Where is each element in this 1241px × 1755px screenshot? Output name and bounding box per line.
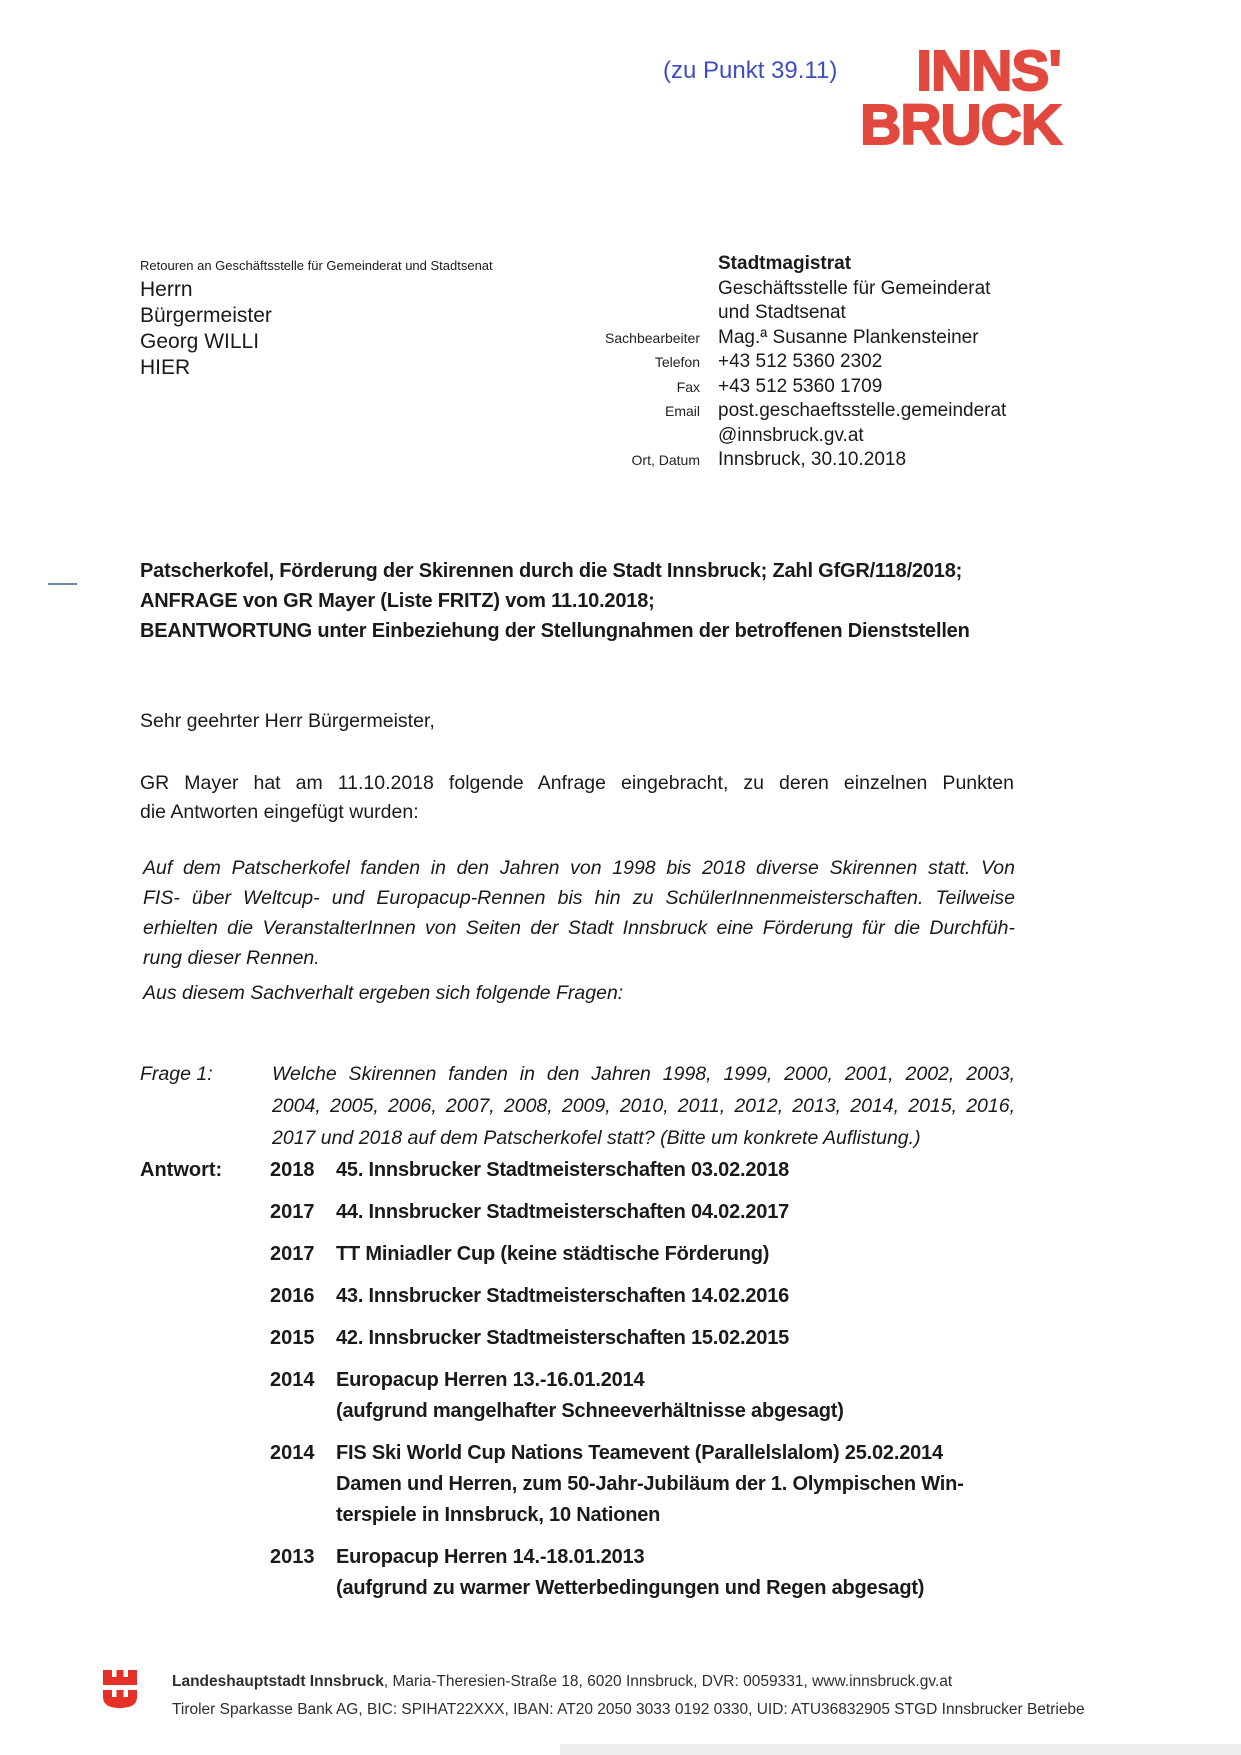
office-row <box>552 301 1022 326</box>
scan-artifact <box>560 1744 1241 1755</box>
quote-line: Auf dem Patscherkofel fanden in den Jahren von 1998 bis 2018 diverse Skirennen statt. Von <box>143 857 1015 879</box>
intro-line: die Antworten eingefügt wurden: <box>140 800 419 823</box>
event-year: 2018 <box>270 1159 315 1181</box>
event-line: 45. Innsbrucker Stadtmeisterschaften 03.02.2018 <box>336 1159 790 1181</box>
event-line: 44. Innsbrucker Stadtmeisterschaften 04.02.2017 <box>336 1201 790 1223</box>
event-line: 43. Innsbrucker Stadtmeisterschaften 14.02.2016 <box>336 1285 790 1307</box>
subject-line: Patscherkofel, Förderung der Skirennen durch die Stadt Innsbruck; Zahl GfGR/118/2018; <box>140 560 963 582</box>
antwort-label-spacer <box>140 1438 270 1531</box>
event-year: 2014 <box>270 1369 315 1391</box>
office-title: Stadtmagistrat <box>718 253 852 274</box>
antwort-row <box>140 1438 1020 1531</box>
event-line: Damen und Herren, zum 50-Jahr-Jubiläum der 1. Olympischen Win- <box>336 1473 964 1495</box>
event-line: FIS Ski World Cup Nations Teamevent (Parallelslalom) 25.02.2014 <box>336 1442 943 1464</box>
footer-city-name: Landeshauptstadt Innsbruck <box>172 1673 384 1690</box>
event-line: Europacup Herren 14.-18.01.2013 <box>336 1546 645 1568</box>
subject-line: BEANTWORTUNG unter Einbeziehung der Stellungnahmen der betroffenen Dienststellen <box>140 620 970 642</box>
antwort-label-spacer <box>140 1323 270 1354</box>
field-value <box>718 399 1006 448</box>
return-address-note: Retouren an Geschäftsstelle für Gemeinderat und Stadtsenat <box>140 258 493 273</box>
antwort-label-spacer <box>140 1365 270 1427</box>
antwort-label-spacer <box>140 1197 270 1228</box>
field-label: Fax <box>676 378 700 395</box>
event-text <box>336 1542 924 1604</box>
field-label: Sachbearbeiter <box>605 329 700 346</box>
frage-line: 2017 und 2018 auf dem Patscherkofel statt? (Bitte um konkrete Auflistung.) <box>272 1127 921 1149</box>
frage-line: 2004, 2005, 2006, 2007, 2008, 2009, 2010, 2011, 2012, 2013, 2014, 2015, 2016, <box>272 1095 1015 1117</box>
antwort-block <box>140 1155 1020 1615</box>
innsbruck-coat-of-arms-icon <box>100 1669 140 1709</box>
office-department: und Stadtsenat <box>718 302 846 323</box>
event-line: TT Miniadler Cup (keine städtische Förderung) <box>336 1243 770 1265</box>
event-line: (aufgrund mangelhafter Schneeverhältnisse abgesagt) <box>336 1400 844 1422</box>
quote-line: rung dieser Rennen. <box>143 947 320 969</box>
email-line: @innsbruck.gv.at <box>718 424 864 446</box>
frage-text <box>272 1058 1015 1154</box>
event-line: Europacup Herren 13.-16.01.2014 <box>336 1369 645 1391</box>
recipient-line: HIER <box>140 356 191 379</box>
office-row <box>552 277 1022 302</box>
antwort-row <box>140 1197 1020 1228</box>
frage-label: Frage 1: <box>140 1063 213 1085</box>
footer-block <box>172 1668 1182 1724</box>
event-line: (aufgrund zu warmer Wetterbedingungen und Regen abgesagt) <box>336 1577 925 1599</box>
event-text <box>336 1239 769 1270</box>
inquiry-quote <box>143 853 1015 973</box>
antwort-row <box>140 1542 1020 1604</box>
subject-block <box>140 556 1025 646</box>
recipient-line: Herrn <box>140 278 193 301</box>
sender-info-block <box>552 252 1022 473</box>
antwort-label-spacer <box>140 1281 270 1312</box>
field-value: +43 512 5360 1709 <box>718 375 883 397</box>
field-value: +43 512 5360 2302 <box>718 351 883 372</box>
event-text <box>336 1365 844 1427</box>
recipient-line: Bürgermeister <box>140 304 272 327</box>
event-text <box>336 1323 789 1354</box>
event-year: 2013 <box>270 1546 315 1568</box>
office-row-email <box>552 399 1022 448</box>
event-text <box>336 1438 964 1531</box>
field-label: Telefon <box>654 354 700 370</box>
innsbruck-logo <box>843 39 1061 157</box>
antwort-row <box>140 1239 1020 1270</box>
intro-line: GR Mayer hat am 11.10.2018 folgende Anfrage eingebracht, zu deren einzelnen Punkten <box>140 772 1014 794</box>
event-text <box>336 1155 789 1186</box>
office-department: Geschäftsstelle für Gemeinderat <box>718 277 991 299</box>
field-label: Email <box>664 403 700 419</box>
event-year: 2015 <box>270 1327 315 1349</box>
office-row-fax <box>552 375 1022 400</box>
antwort-row <box>140 1365 1020 1427</box>
antwort-label: Antwort: <box>140 1159 223 1181</box>
antwort-row <box>140 1155 1020 1186</box>
event-text <box>336 1197 789 1228</box>
antwort-label-spacer <box>140 1542 270 1604</box>
event-year: 2017 <box>270 1243 315 1265</box>
event-year: 2016 <box>270 1285 315 1307</box>
footer-address: , Maria-Theresien-Straße 18, 6020 Innsbruck, DVR: 0059331, www.innsbruck.gv.at <box>383 1673 953 1690</box>
email-line: post.geschaeftsstelle.gemeinderat <box>718 400 1007 421</box>
antwort-label-spacer <box>140 1239 270 1270</box>
antwort-row <box>140 1323 1020 1354</box>
recipient-address-block <box>140 258 493 381</box>
recipient-line: Georg WILLI <box>140 330 260 353</box>
agenda-point-note: (zu Punkt 39.11) <box>663 57 838 84</box>
event-line: terspiele in Innsbruck, 10 Nationen <box>336 1504 661 1526</box>
intro-paragraph <box>140 769 1014 826</box>
event-year: 2017 <box>270 1201 315 1223</box>
quote-line: FIS- über Weltcup- und Europacup-Rennen bis hin zu SchülerInnenmeisterschaften. Teilweise <box>143 887 1015 909</box>
subject-line: ANFRAGE von GR Mayer (Liste FRITZ) vom 11.10.2018; <box>140 590 655 612</box>
event-line: 42. Innsbrucker Stadtmeisterschaften 15.02.2015 <box>336 1327 790 1349</box>
event-year: 2014 <box>270 1442 315 1464</box>
frage-1-block <box>140 1058 1015 1154</box>
field-label: Ort, Datum <box>631 452 700 468</box>
footer-line-2: Tiroler Sparkasse Bank AG, BIC: SPIHAT22XXX, IBAN: AT20 2050 3033 0192 0330, UID: ATU36832905 STGD Innsbrucker Betriebe <box>172 1701 1085 1718</box>
event-text <box>336 1281 789 1312</box>
logo-line-1: INNS' <box>916 39 1061 103</box>
footer-line-1 <box>172 1668 1182 1696</box>
quote-line: erhielten die VeranstalterInnen von Seiten der Stadt Innsbruck eine Förderung für die Durchfüh- <box>143 917 1015 939</box>
field-value: Mag.ª Susanne Plankensteiner <box>718 326 979 348</box>
office-row-ort-datum <box>552 448 1022 473</box>
office-row-telefon <box>552 350 1022 375</box>
office-row-sachbearbeiter <box>552 326 1022 351</box>
field-value: Innsbruck, 30.10.2018 <box>718 449 907 470</box>
office-row <box>552 252 1022 277</box>
salutation: Sehr geehrter Herr Bürgermeister, <box>140 710 435 732</box>
fold-mark <box>48 583 77 585</box>
logo-line-2: BRUCK <box>860 93 1061 157</box>
sachverhalt-line: Aus diesem Sachverhalt ergeben sich folgende Fragen: <box>143 982 624 1004</box>
antwort-row <box>140 1281 1020 1312</box>
frage-line: Welche Skirennen fanden in den Jahren 1998, 1999, 2000, 2001, 2002, 2003, <box>272 1063 1015 1085</box>
